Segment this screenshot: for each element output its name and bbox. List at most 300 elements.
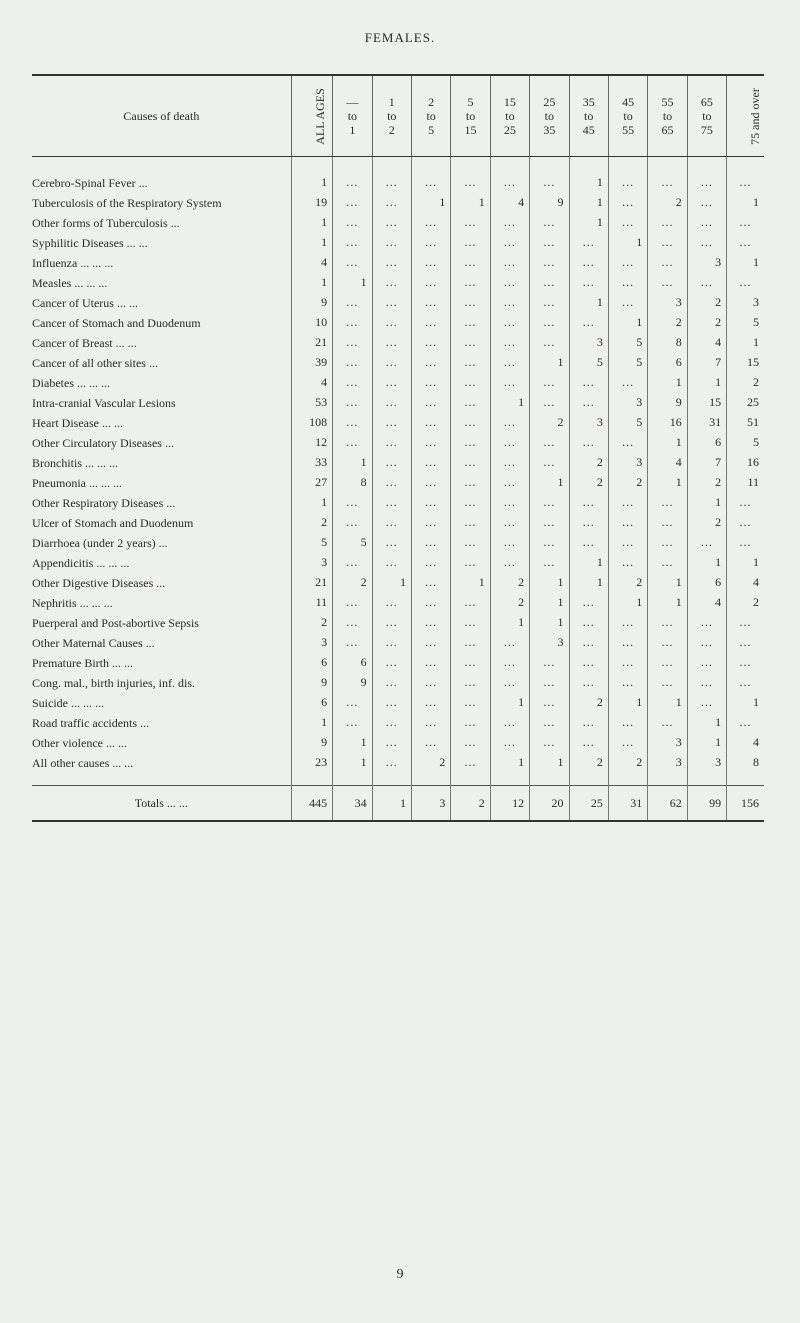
age-group-count: ... bbox=[569, 634, 608, 654]
age-group-count: ... bbox=[687, 214, 726, 234]
age-group-count: 5 bbox=[727, 314, 764, 334]
age-group-count: ... bbox=[648, 654, 687, 674]
table-row bbox=[32, 614, 764, 634]
all-ages-count: 1 bbox=[291, 234, 332, 254]
age-group-count: 1 bbox=[569, 574, 608, 594]
age-group-count: ... bbox=[490, 254, 529, 274]
age-group-count: ... bbox=[333, 414, 372, 434]
age-group-count: ... bbox=[648, 514, 687, 534]
age-group-count: ... bbox=[490, 654, 529, 674]
age-group-count: 4 bbox=[490, 194, 529, 214]
age-group-count: 6 bbox=[333, 654, 372, 674]
all-ages-count: 108 bbox=[291, 414, 332, 434]
header-age-group bbox=[333, 76, 372, 157]
age-group-count: ... bbox=[569, 514, 608, 534]
cause-of-death: Pneumonia ... ... ... bbox=[32, 476, 122, 490]
age-group-count: ... bbox=[333, 554, 372, 574]
age-group-count: 2 bbox=[608, 574, 647, 594]
age-group-count: ... bbox=[530, 534, 569, 554]
age-group-count: 1 bbox=[451, 194, 490, 214]
age-group-count: 1 bbox=[490, 394, 529, 414]
totals-label: Totals ... ... bbox=[32, 786, 291, 822]
age-group-count: ... bbox=[372, 654, 411, 674]
age-group-count: ... bbox=[451, 714, 490, 734]
header-75-and-over bbox=[727, 76, 764, 157]
cause-of-death: Puerperal and Post-abortive Sepsis bbox=[32, 616, 199, 630]
header-all-ages-label: ALL AGES bbox=[312, 88, 327, 145]
age-group-count: ... bbox=[608, 534, 647, 554]
header-age-part: to bbox=[623, 109, 633, 123]
age-group-count: 2 bbox=[411, 754, 450, 774]
header-age-part: 45 bbox=[622, 95, 635, 109]
age-group-count: 3 bbox=[687, 754, 726, 774]
age-group-count: ... bbox=[648, 174, 687, 194]
age-group-count: ... bbox=[372, 374, 411, 394]
table-row bbox=[32, 634, 764, 654]
age-group-count: ... bbox=[530, 494, 569, 514]
age-group-count: ... bbox=[451, 294, 490, 314]
age-group-count: 8 bbox=[648, 334, 687, 354]
cause-of-death: Other Digestive Diseases ... bbox=[32, 576, 166, 590]
age-group-count: ... bbox=[608, 254, 647, 274]
age-group-count: 5 bbox=[608, 354, 647, 374]
age-group-count: 2 bbox=[569, 474, 608, 494]
age-group-count: ... bbox=[530, 434, 569, 454]
age-group-count: 1 bbox=[530, 354, 569, 374]
age-group-count: ... bbox=[451, 614, 490, 634]
age-group-count: 7 bbox=[687, 454, 726, 474]
age-group-count: 3 bbox=[608, 454, 647, 474]
cause-of-death: Premature Birth ... ... bbox=[32, 656, 133, 670]
age-group-count: 2 bbox=[727, 594, 764, 614]
age-group-count: 1 bbox=[648, 434, 687, 454]
age-group-count: ... bbox=[372, 754, 411, 774]
age-group-count: ... bbox=[411, 474, 450, 494]
total-age-group: 99 bbox=[687, 786, 726, 822]
age-group-count: ... bbox=[372, 314, 411, 334]
age-group-count: ... bbox=[648, 554, 687, 574]
age-group-count: ... bbox=[411, 374, 450, 394]
age-group-count: ... bbox=[530, 734, 569, 754]
header-age-group bbox=[569, 76, 608, 157]
age-group-count: ... bbox=[687, 234, 726, 254]
age-group-count: ... bbox=[451, 334, 490, 354]
age-group-count: ... bbox=[451, 434, 490, 454]
age-group-count: ... bbox=[608, 494, 647, 514]
all-ages-count: 1 bbox=[291, 174, 332, 194]
age-group-count: 1 bbox=[333, 274, 372, 294]
total-age-group: 1 bbox=[372, 786, 411, 822]
age-group-count: ... bbox=[490, 674, 529, 694]
age-group-count: ... bbox=[530, 274, 569, 294]
age-group-count: ... bbox=[727, 674, 764, 694]
mortality-table bbox=[32, 74, 764, 822]
age-group-count: ... bbox=[687, 634, 726, 654]
age-group-count: ... bbox=[608, 654, 647, 674]
age-group-count: 1 bbox=[490, 754, 529, 774]
header-age-part: 65 bbox=[700, 95, 713, 109]
header-all-ages bbox=[291, 76, 332, 157]
age-group-count: 1 bbox=[490, 694, 529, 714]
age-group-count: 1 bbox=[333, 734, 372, 754]
age-group-count: ... bbox=[372, 234, 411, 254]
age-group-count: ... bbox=[608, 374, 647, 394]
age-group-count: ... bbox=[411, 394, 450, 414]
all-ages-count: 3 bbox=[291, 554, 332, 574]
age-group-count: 15 bbox=[727, 354, 764, 374]
table-row bbox=[32, 234, 764, 254]
age-group-count: ... bbox=[372, 734, 411, 754]
age-group-count: ... bbox=[569, 394, 608, 414]
age-group-count: ... bbox=[608, 194, 647, 214]
table-row bbox=[32, 514, 764, 534]
age-group-count: ... bbox=[333, 354, 372, 374]
header-age-part: 2 bbox=[428, 95, 435, 109]
header-age-part: to bbox=[505, 109, 515, 123]
age-group-count: 4 bbox=[727, 734, 764, 754]
age-group-count: 1 bbox=[608, 314, 647, 334]
age-group-count: ... bbox=[648, 614, 687, 634]
table-row bbox=[32, 334, 764, 354]
age-group-count: ... bbox=[411, 434, 450, 454]
header-age-part: 5 bbox=[467, 95, 474, 109]
header-age-part: 75 bbox=[700, 123, 713, 137]
age-group-count: ... bbox=[411, 294, 450, 314]
table-row bbox=[32, 414, 764, 434]
age-group-count: ... bbox=[569, 714, 608, 734]
age-group-count: ... bbox=[490, 374, 529, 394]
total-age-group: 31 bbox=[608, 786, 647, 822]
all-ages-count: 11 bbox=[291, 594, 332, 614]
age-group-count: ... bbox=[569, 374, 608, 394]
age-group-count: ... bbox=[569, 594, 608, 614]
age-group-count: ... bbox=[372, 214, 411, 234]
age-group-count: 1 bbox=[372, 574, 411, 594]
age-group-count: ... bbox=[451, 354, 490, 374]
age-group-count: ... bbox=[372, 634, 411, 654]
age-group-count: ... bbox=[372, 254, 411, 274]
age-group-count: ... bbox=[411, 534, 450, 554]
age-group-count: 1 bbox=[648, 594, 687, 614]
table-row bbox=[32, 214, 764, 234]
age-group-count: ... bbox=[372, 494, 411, 514]
header-age-group bbox=[687, 76, 726, 157]
age-group-count: ... bbox=[530, 654, 569, 674]
header-age-part: 35 bbox=[543, 123, 556, 137]
age-group-count: ... bbox=[451, 694, 490, 714]
cause-of-death: Cancer of Breast ... ... bbox=[32, 336, 137, 350]
age-group-count: ... bbox=[608, 214, 647, 234]
all-ages-count: 9 bbox=[291, 294, 332, 314]
age-group-count: ... bbox=[411, 694, 450, 714]
cause-of-death: Other Respiratory Diseases ... bbox=[32, 496, 176, 510]
age-group-count: 1 bbox=[530, 594, 569, 614]
header-age-part: 65 bbox=[661, 123, 674, 137]
age-group-count: ... bbox=[372, 394, 411, 414]
header-age-part: 25 bbox=[503, 123, 516, 137]
table-row bbox=[32, 654, 764, 674]
age-group-count: 1 bbox=[727, 554, 764, 574]
age-group-count: ... bbox=[648, 494, 687, 514]
age-group-count: ... bbox=[569, 494, 608, 514]
all-ages-count: 10 bbox=[291, 314, 332, 334]
age-group-count: ... bbox=[530, 514, 569, 534]
table-row bbox=[32, 254, 764, 274]
age-group-count: ... bbox=[411, 634, 450, 654]
table-row bbox=[32, 274, 764, 294]
age-group-count: ... bbox=[372, 454, 411, 474]
age-group-count: 2 bbox=[687, 294, 726, 314]
age-group-count: ... bbox=[451, 254, 490, 274]
header-age-part: to bbox=[662, 109, 673, 123]
all-ages-count: 33 bbox=[291, 454, 332, 474]
age-group-count: ... bbox=[530, 394, 569, 414]
header-age-part: 55 bbox=[661, 95, 674, 109]
age-group-count: 3 bbox=[648, 294, 687, 314]
age-group-count: ... bbox=[411, 314, 450, 334]
age-group-count: 3 bbox=[648, 734, 687, 754]
table-row bbox=[32, 434, 764, 454]
age-group-count: ... bbox=[530, 174, 569, 194]
age-group-count: ... bbox=[727, 234, 764, 254]
age-group-count: ... bbox=[372, 514, 411, 534]
age-group-count: ... bbox=[530, 254, 569, 274]
table-row bbox=[32, 694, 764, 714]
header-age-part: 55 bbox=[622, 123, 635, 137]
age-group-count: 3 bbox=[727, 294, 764, 314]
header-causes: Causes of death bbox=[32, 76, 291, 157]
cause-of-death: Cancer of Uterus ... ... bbox=[32, 296, 138, 310]
header-75-and-over-label: 75 and over bbox=[747, 88, 762, 145]
table-header-row bbox=[32, 76, 764, 157]
age-group-count: 5 bbox=[569, 354, 608, 374]
age-group-count: 2 bbox=[569, 754, 608, 774]
age-group-count: 1 bbox=[648, 474, 687, 494]
age-group-count: ... bbox=[490, 214, 529, 234]
age-group-count: ... bbox=[530, 314, 569, 334]
age-group-count: ... bbox=[411, 214, 450, 234]
all-ages-count: 4 bbox=[291, 254, 332, 274]
age-group-count: ... bbox=[727, 214, 764, 234]
all-ages-count: 6 bbox=[291, 694, 332, 714]
age-group-count: ... bbox=[333, 194, 372, 214]
age-group-count: 1 bbox=[333, 454, 372, 474]
header-age-group bbox=[608, 76, 647, 157]
age-group-count: ... bbox=[727, 714, 764, 734]
age-group-count: ... bbox=[687, 674, 726, 694]
age-group-count: ... bbox=[608, 174, 647, 194]
age-group-count: 15 bbox=[687, 394, 726, 414]
header-age-part: 5 bbox=[428, 123, 435, 137]
mortality-table-wrapper bbox=[32, 74, 764, 822]
cause-of-death: Appendicitis ... ... ... bbox=[32, 556, 130, 570]
header-age-part: to bbox=[544, 109, 554, 123]
age-group-count: ... bbox=[569, 674, 608, 694]
age-group-count: 1 bbox=[569, 194, 608, 214]
table-row bbox=[32, 534, 764, 554]
age-group-count: ... bbox=[451, 274, 490, 294]
age-group-count: ... bbox=[451, 174, 490, 194]
cause-of-death: Diabetes ... ... ... bbox=[32, 376, 110, 390]
all-ages-count: 5 bbox=[291, 534, 332, 554]
age-group-count: ... bbox=[727, 654, 764, 674]
age-group-count: ... bbox=[530, 554, 569, 574]
age-group-count: 1 bbox=[530, 614, 569, 634]
age-group-count: ... bbox=[490, 554, 529, 574]
age-group-count: ... bbox=[530, 214, 569, 234]
age-group-count: 1 bbox=[451, 574, 490, 594]
age-group-count: 4 bbox=[687, 334, 726, 354]
age-group-count: ... bbox=[333, 494, 372, 514]
age-group-count: ... bbox=[451, 674, 490, 694]
cause-of-death: Tuberculosis of the Respiratory System bbox=[32, 196, 222, 210]
age-group-count: 16 bbox=[727, 454, 764, 474]
total-age-group: 62 bbox=[648, 786, 687, 822]
header-age-part: to bbox=[702, 109, 712, 123]
age-group-count: ... bbox=[608, 614, 647, 634]
age-group-count: 5 bbox=[608, 414, 647, 434]
age-group-count: ... bbox=[490, 414, 529, 434]
age-group-count: 6 bbox=[687, 434, 726, 454]
age-group-count: 1 bbox=[687, 494, 726, 514]
age-group-count: 1 bbox=[727, 254, 764, 274]
age-group-count: ... bbox=[333, 254, 372, 274]
header-age-group bbox=[490, 76, 529, 157]
age-group-count: ... bbox=[687, 654, 726, 674]
age-group-count: ... bbox=[411, 234, 450, 254]
table-row bbox=[32, 474, 764, 494]
age-group-count: 3 bbox=[608, 394, 647, 414]
age-group-count: ... bbox=[451, 474, 490, 494]
total-age-group: 12 bbox=[490, 786, 529, 822]
age-group-count: ... bbox=[687, 694, 726, 714]
table-row bbox=[32, 174, 764, 194]
age-group-count: 2 bbox=[648, 314, 687, 334]
all-ages-count: 1 bbox=[291, 494, 332, 514]
total-age-group: 156 bbox=[727, 786, 764, 822]
spacer-row bbox=[32, 157, 764, 175]
age-group-count: ... bbox=[411, 734, 450, 754]
table-body bbox=[32, 157, 764, 786]
age-group-count: ... bbox=[333, 334, 372, 354]
age-group-count: ... bbox=[727, 514, 764, 534]
cause-of-death: Bronchitis ... ... ... bbox=[32, 456, 118, 470]
header-age-part: 45 bbox=[582, 123, 595, 137]
age-group-count: 2 bbox=[569, 454, 608, 474]
age-group-count: 1 bbox=[727, 194, 764, 214]
cause-of-death: Other violence ... ... bbox=[32, 736, 127, 750]
header-age-part: to bbox=[426, 109, 436, 123]
age-group-count: 2 bbox=[687, 514, 726, 534]
cause-of-death: Ulcer of Stomach and Duodenum bbox=[32, 516, 194, 530]
age-group-count: 1 bbox=[687, 734, 726, 754]
total-all-ages: 445 bbox=[291, 786, 332, 822]
all-ages-count: 1 bbox=[291, 714, 332, 734]
age-group-count: ... bbox=[490, 634, 529, 654]
all-ages-count: 19 bbox=[291, 194, 332, 214]
age-group-count: ... bbox=[648, 674, 687, 694]
header-age-group bbox=[530, 76, 569, 157]
table-row bbox=[32, 374, 764, 394]
age-group-count: ... bbox=[569, 314, 608, 334]
all-ages-count: 21 bbox=[291, 574, 332, 594]
all-ages-count: 2 bbox=[291, 614, 332, 634]
age-group-count: ... bbox=[648, 274, 687, 294]
age-group-count: ... bbox=[333, 594, 372, 614]
age-group-count: ... bbox=[608, 674, 647, 694]
age-group-count: ... bbox=[333, 234, 372, 254]
age-group-count: ... bbox=[687, 174, 726, 194]
age-group-count: 2 bbox=[648, 194, 687, 214]
age-group-count: 3 bbox=[530, 634, 569, 654]
age-group-count: ... bbox=[608, 434, 647, 454]
table-row bbox=[32, 714, 764, 734]
cause-of-death: Other Circulatory Diseases ... bbox=[32, 436, 174, 450]
age-group-count: 5 bbox=[333, 534, 372, 554]
age-group-count: 1 bbox=[530, 574, 569, 594]
age-group-count: ... bbox=[372, 554, 411, 574]
age-group-count: 25 bbox=[727, 394, 764, 414]
total-age-group: 25 bbox=[569, 786, 608, 822]
age-group-count: ... bbox=[727, 274, 764, 294]
cause-of-death: Road traffic accidents ... bbox=[32, 716, 150, 730]
header-age-group bbox=[451, 76, 490, 157]
age-group-count: 2 bbox=[687, 474, 726, 494]
age-group-count: ... bbox=[490, 714, 529, 734]
age-group-count: 31 bbox=[687, 414, 726, 434]
age-group-count: ... bbox=[411, 334, 450, 354]
age-group-count: ... bbox=[490, 234, 529, 254]
age-group-count: ... bbox=[530, 694, 569, 714]
age-group-count: ... bbox=[451, 494, 490, 514]
cause-of-death: Cancer of Stomach and Duodenum bbox=[32, 316, 201, 330]
cause-of-death: Heart Disease ... ... bbox=[32, 416, 123, 430]
cause-of-death: Influenza ... ... ... bbox=[32, 256, 114, 270]
age-group-count: 5 bbox=[608, 334, 647, 354]
all-ages-count: 9 bbox=[291, 674, 332, 694]
age-group-count: 1 bbox=[569, 214, 608, 234]
age-group-count: 1 bbox=[687, 374, 726, 394]
age-group-count: 2 bbox=[333, 574, 372, 594]
age-group-count: 6 bbox=[648, 354, 687, 374]
cause-of-death: Suicide ... ... ... bbox=[32, 696, 104, 710]
age-group-count: 8 bbox=[333, 474, 372, 494]
age-group-count: ... bbox=[411, 594, 450, 614]
header-age-part: to bbox=[465, 109, 476, 123]
age-group-count: ... bbox=[727, 634, 764, 654]
age-group-count: 2 bbox=[569, 694, 608, 714]
age-group-count: ... bbox=[451, 394, 490, 414]
age-group-count: 9 bbox=[333, 674, 372, 694]
age-group-count: 2 bbox=[608, 474, 647, 494]
age-group-count: ... bbox=[451, 654, 490, 674]
all-ages-count: 1 bbox=[291, 274, 332, 294]
cause-of-death: Other forms of Tuberculosis ... bbox=[32, 216, 180, 230]
cause-of-death: Other Maternal Causes ... bbox=[32, 636, 155, 650]
age-group-count: ... bbox=[451, 374, 490, 394]
age-group-count: 2 bbox=[490, 594, 529, 614]
age-group-count: ... bbox=[569, 234, 608, 254]
age-group-count: 1 bbox=[608, 694, 647, 714]
age-group-count: ... bbox=[608, 714, 647, 734]
age-group-count: ... bbox=[411, 454, 450, 474]
age-group-count: ... bbox=[411, 714, 450, 734]
age-group-count: ... bbox=[411, 674, 450, 694]
age-group-count: ... bbox=[490, 534, 529, 554]
all-ages-count: 2 bbox=[291, 514, 332, 534]
age-group-count: 1 bbox=[608, 234, 647, 254]
header-age-part: 1 bbox=[349, 123, 356, 137]
